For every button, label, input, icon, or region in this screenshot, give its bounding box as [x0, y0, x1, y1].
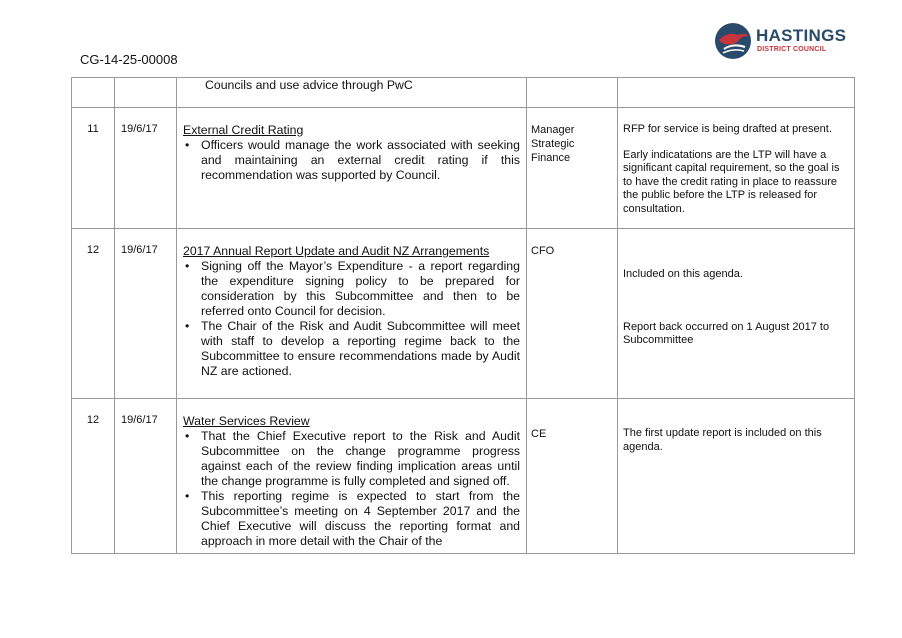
bullet-item: • The Chair of the Risk and Audit Subcommittee will meet with staff to develop a reporting regime back to the Subcommittee to ensure recommendations made by Audit NZ are actioned.: [201, 319, 520, 379]
date-cell: [115, 78, 177, 108]
council-logo: [714, 22, 854, 62]
item-title: External Credit Rating: [183, 123, 304, 137]
status-line: Report back occurred on 1 August 2017 to Subcommittee: [623, 320, 830, 346]
row-number: 12: [72, 229, 115, 399]
status-cell: [618, 108, 855, 229]
row-owner: Manager Strategic Finance: [527, 108, 618, 229]
table-row: [72, 108, 855, 229]
row-owner: CFO: [527, 229, 618, 399]
bullet-item: • That the Chief Executive report to the Risk and Audit Subcommittee on the change programme progress against each of the review finding implication areas until the change programme is fully completed and signed off.: [201, 429, 520, 489]
row-date: 19/6/17: [115, 229, 177, 399]
number-cell: [72, 78, 115, 108]
description-cell: [177, 399, 527, 554]
status-cell: [618, 78, 855, 108]
owner-cell: [527, 78, 618, 108]
table-row-continuation: [72, 78, 855, 108]
item-title: Water Services Review: [183, 414, 310, 428]
status-line: Included on this agenda.: [623, 268, 743, 280]
description-cell: [177, 229, 527, 399]
status-line: The first update report is included on this agenda.: [623, 427, 822, 453]
status-line: RFP for service is being drafted at present.: [623, 123, 832, 135]
table-row: [72, 399, 855, 554]
item-title: 2017 Annual Report Update and Audit NZ Arrangements: [183, 244, 490, 258]
description-cell: [177, 78, 527, 108]
row-number: 11: [72, 108, 115, 229]
row-number: 12: [72, 399, 115, 554]
table-row: [72, 229, 855, 399]
logo-name: HASTINGS: [756, 26, 847, 45]
document-reference: CG-14-25-00008: [80, 52, 178, 67]
status-cell: [618, 229, 855, 399]
status-line: Early indicatations are the LTP will have a significant capital requirement, so the goal is to have the credit rating in place to reassure the public before the LTP is released for consultation.: [623, 148, 840, 215]
bullet-item: • Signing off the Mayor’s Expenditure - a report regarding the expenditure signing policy to be prepared for consideration by this Subcommittee and then to be referred onto Council for decision.: [201, 259, 520, 319]
logo-subtitle: DISTRICT COUNCIL: [757, 46, 827, 53]
action-table: [71, 77, 855, 554]
row-date: 19/6/17: [115, 108, 177, 229]
bullet-item: • Officers would manage the work associated with seeking and maintaining an external credit rating if this recommendation was supported by Council.: [201, 138, 520, 183]
description-cell: [177, 108, 527, 229]
row-date: 19/6/17: [115, 399, 177, 554]
bullet-item: • This reporting regime is expected to start from the Subcommittee’s meeting on 4 September 2017 and the Chief Executive will discuss the reporting format and approach in more detail with the Chair of the: [201, 489, 520, 549]
hastings-logo-icon: [714, 22, 752, 60]
continuation-text: Councils and use advice through PwC: [205, 78, 413, 92]
row-owner: CE: [527, 399, 618, 554]
status-cell: [618, 399, 855, 554]
